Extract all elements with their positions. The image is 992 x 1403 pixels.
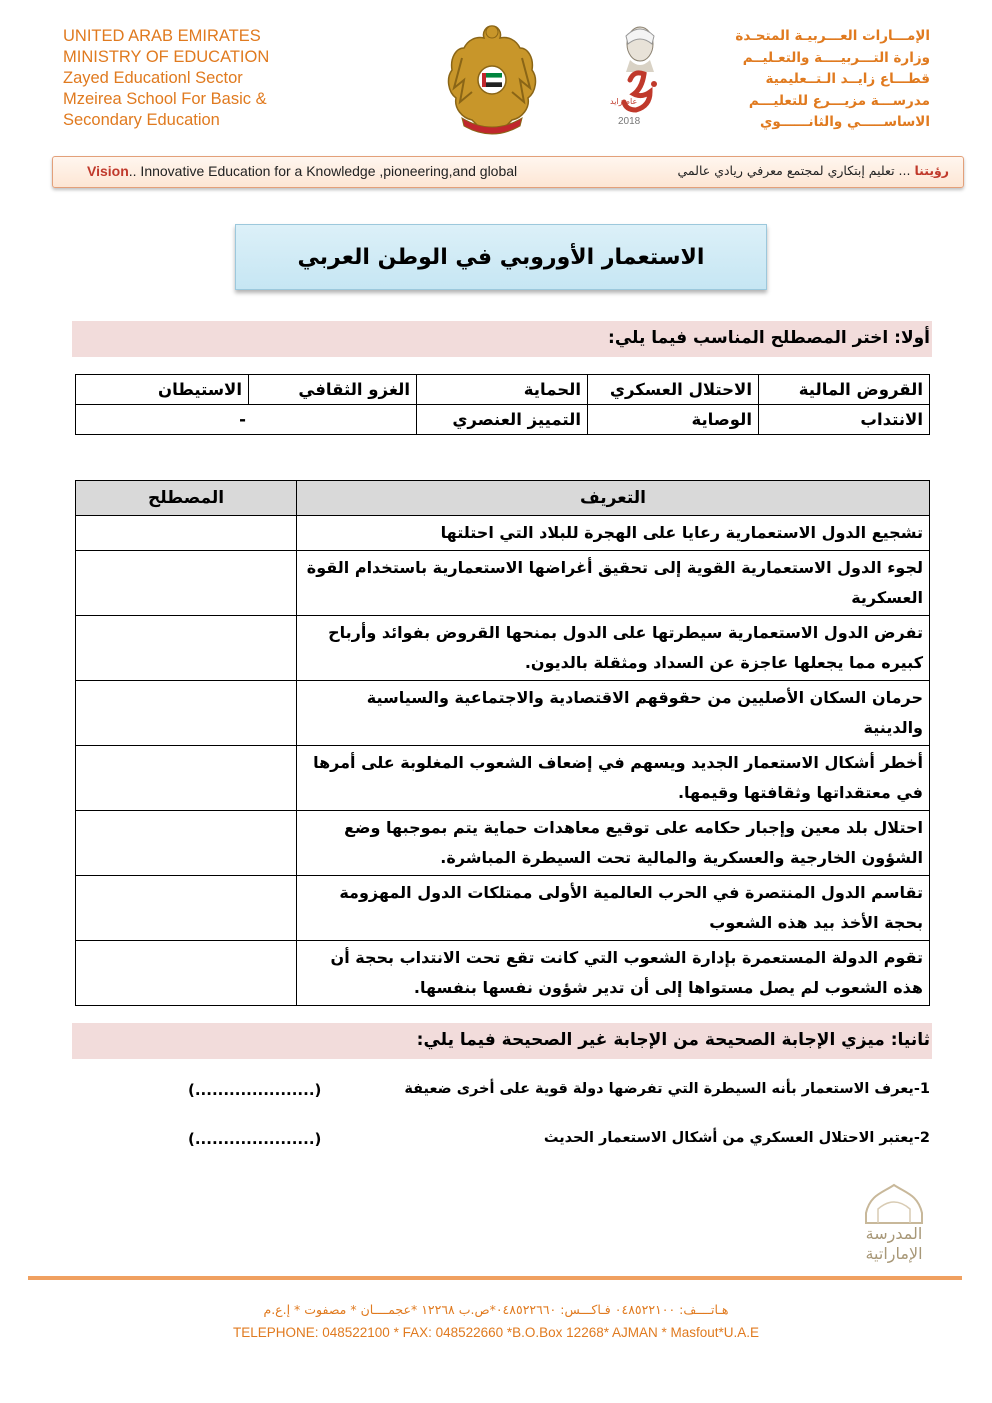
definitions-table <box>75 480 930 1006</box>
term-answer-cell[interactable] <box>76 811 297 876</box>
definition-text: تقاسم الدول المنتصرة في الحرب العالمية الأولى ممتلكات الدول المهزومة بحجة الأخذ بيد هذه الشعوب <box>297 876 930 941</box>
definition-row <box>76 681 930 746</box>
definition-row <box>76 551 930 616</box>
term-cell: الاستيطان <box>76 375 249 405</box>
term-answer-cell[interactable] <box>76 616 297 681</box>
definition-text: لجوء الدول الاستعمارية القوية إلى تحقيق أغراضها الاستعمارية باستخدام القوة العسكرية <box>297 551 930 616</box>
term-cell: الاحتلال العسكري <box>588 375 759 405</box>
school-logo-icon <box>844 1183 944 1263</box>
vision-en-text: .. Innovative Education for a Knowledge ,pioneering,and global <box>128 163 518 179</box>
answer-blank-2[interactable]: (.....................) <box>188 1130 322 1148</box>
term-answer-cell[interactable] <box>76 876 297 941</box>
terms-row <box>76 375 930 405</box>
uae-emblem-icon <box>442 18 542 143</box>
section2-heading-bar <box>72 1023 932 1059</box>
definition-text: أخطر أشكال الاستعمار الجديد ويسهم في إضعاف الشعوب المغلوبة على أمرها في معتقداتها وثقافتها وقيمها. <box>297 746 930 811</box>
term-answer-cell[interactable] <box>76 551 297 616</box>
question-1: 1-يعرف الاستعمار بأنه السيطرة التي تفرضها دولة قوية على أخرى ضعيفة <box>404 1081 930 1097</box>
vision-banner <box>52 156 964 188</box>
zayed-year-label: عام زايد <box>610 97 638 106</box>
school-logo-line2: الإماراتية <box>865 1244 923 1263</box>
term-cell: - <box>76 405 417 435</box>
term-answer-cell[interactable] <box>76 941 297 1006</box>
definition-text: تفرض الدول الاستعمارية سيطرتها على الدول بمنحها القروض بفوائد وأرباح كبيره مما يجعلها عاجزة عن السداد ومثقلة بالديون. <box>297 616 930 681</box>
section2-heading: ثانيا: ميزي الإجابة الصحيحة من الإجابة غير الصحيحة فيما يلي: <box>416 1030 930 1050</box>
section1-heading-bar <box>72 321 932 357</box>
year-of-zayed-logo-icon <box>606 22 682 130</box>
footer-divider <box>28 1276 962 1280</box>
term-answer-cell[interactable] <box>76 746 297 811</box>
header-ar-line: وزارة التـــربيــــة والتعـليــم <box>742 49 930 66</box>
vision-arabic <box>678 163 949 178</box>
header-ar-line: الإمـــارات العـــربيـة المتحـدة <box>735 28 930 44</box>
school-logo-line1: المدرسة <box>865 1224 923 1243</box>
term-answer-cell[interactable] <box>76 681 297 746</box>
section1-heading: أولا: اختر المصطلح المناسب فيما يلي: <box>608 328 930 348</box>
vision-english <box>87 163 517 179</box>
definition-row <box>76 616 930 681</box>
header-arabic <box>735 26 930 134</box>
question-2: 2-يعتبر الاحتلال العسكري من أشكال الاستعمار الحديث <box>543 1130 930 1146</box>
term-cell: القروض المالية <box>759 375 930 405</box>
term-cell: التمييز العنصري <box>417 405 588 435</box>
definition-row <box>76 516 930 551</box>
definitions-header-row <box>76 481 930 516</box>
definition-row <box>76 811 930 876</box>
header-ar-line: قطـــاع زايــد الـتــعليمية <box>765 71 930 87</box>
worksheet-title-box <box>235 224 767 290</box>
term-answer-cell[interactable] <box>76 516 297 551</box>
header-en-line: Secondary Education <box>63 111 220 129</box>
header-en-line: Zayed Educationl Sector <box>63 69 243 87</box>
footer-english: TELEPHONE: 048522100 * FAX: 048522660 *B.O.Box 12268* AJMAN * Masfout*U.A.E <box>232 1325 760 1340</box>
definition-row <box>76 746 930 811</box>
definition-text: احتلال بلد معين وإجبار حكامه على توقيع معاهدات حماية يتم بموجبها وضع الشؤون الخارجية والعسكرية والمالية تحت السيطرة المباشرة. <box>297 811 930 876</box>
term-column-header: المصطلح <box>76 481 297 516</box>
vision-ar-label: رؤيتنا <box>914 163 949 178</box>
term-cell: الوصاية <box>588 405 759 435</box>
terms-row <box>76 405 930 435</box>
definition-row <box>76 941 930 1006</box>
terms-table <box>75 374 930 435</box>
term-cell: الحماية <box>417 375 588 405</box>
definition-text: تشجيع الدول الاستعمارية رعايا على الهجرة للبلاد التي احتلتها <box>297 516 930 551</box>
answer-blank-1[interactable]: (.....................) <box>188 1081 322 1099</box>
definition-column-header: التعريف <box>297 481 930 516</box>
worksheet-title: الاستعمار الأوروبي في الوطن العربي <box>297 244 705 270</box>
term-cell: الغزو الثقافي <box>249 375 417 405</box>
definition-text: حرمان السكان الأصليين من حقوقهم الاقتصادية والاجتماعية والسياسية والدينية <box>297 681 930 746</box>
header-ar-line: مدرســـة مزيـــرع للتعليـــم <box>748 92 930 109</box>
header-en-line: MINISTRY OF EDUCATION <box>63 48 270 66</box>
zayed-year: 2018 <box>618 116 641 127</box>
header-en-line: UNITED ARAB EMIRATES <box>63 27 261 45</box>
term-cell: الانتداب <box>759 405 930 435</box>
header-english <box>63 26 269 131</box>
definition-text: تقوم الدولة المستعمرة بإدارة الشعوب التي كانت تقع تحت الانتداب بحجة أن هذه الشعوب لم يصل مستواها إلى أن تدير شؤون نفسها بنفسها. <box>297 941 930 1006</box>
footer-arabic: هـاتــــف: ٠٤٨٥٢٢١٠٠ فـاكـــس: ٠٤٨٥٢٢٦٦٠*ص.ب ١٢٢٦٨ *عجمــــان * مصفوت * إ.ع.م <box>263 1302 729 1317</box>
vision-ar-text: ... تعليم إبتكاري لمجتمع معرفي ريادي عالمي <box>677 163 911 178</box>
vision-en-label: Vision <box>87 163 129 179</box>
definition-row <box>76 876 930 941</box>
header-en-line: Mzeirea School For Basic & <box>63 90 267 108</box>
header-ar-line: الاساســـــي والثانــــــوي <box>760 114 930 130</box>
